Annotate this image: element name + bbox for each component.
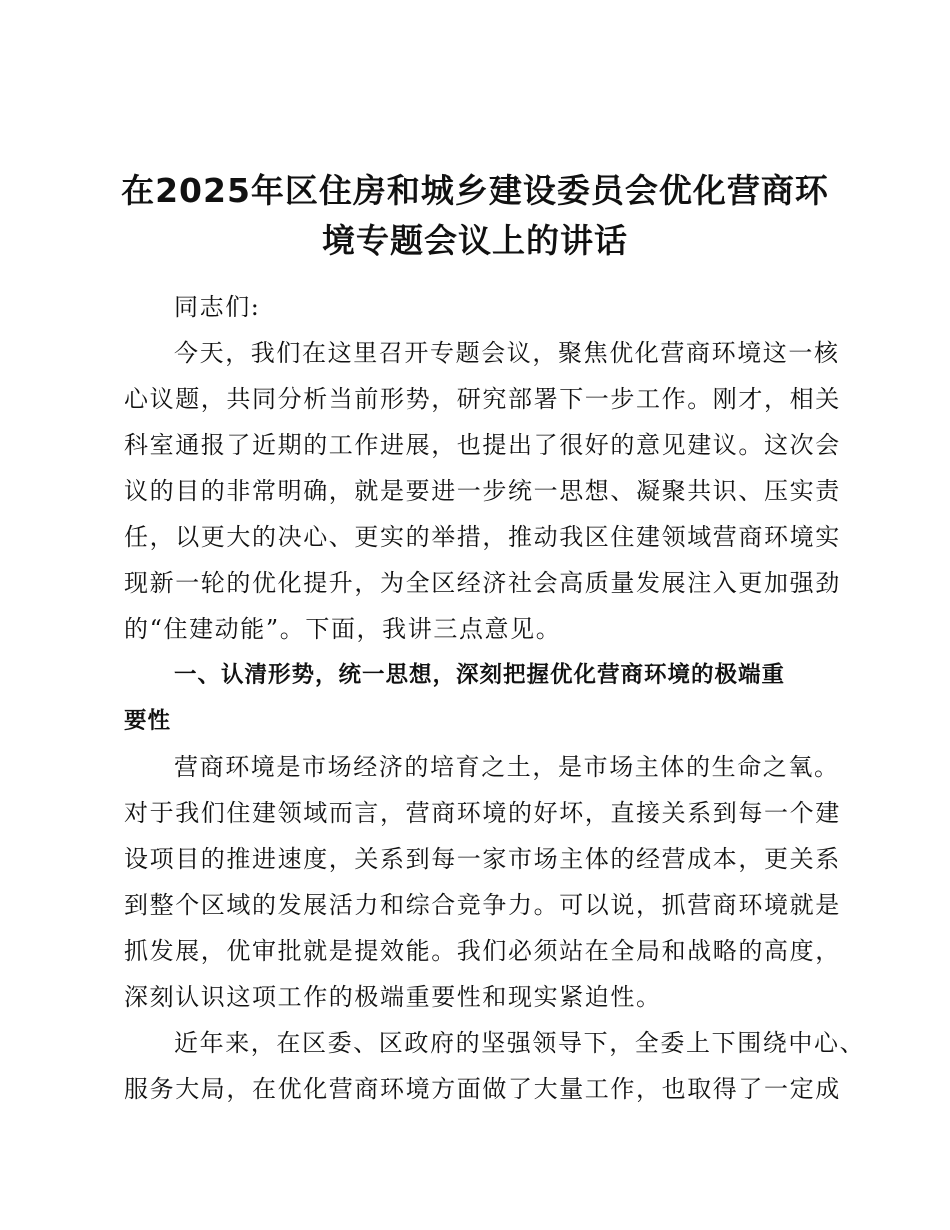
paragraph-line: 现新一轮的优化提升，为全区经济社会高质量发展注入更加强劲 — [124, 569, 841, 597]
paragraph-line: 营商环境是市场经济的培育之土，是市场主体的生命之氧。 — [174, 753, 840, 781]
paragraph-line: 服务大局，在优化营商环境方面做了大量工作，也取得了一定成 — [124, 1075, 841, 1103]
document-body — [124, 284, 866, 1112]
title-line: 在2025年区住房和城乡建设委员会优化营商环 — [121, 171, 829, 210]
section-heading-1 — [124, 652, 824, 744]
salutation: 同志们: — [174, 293, 261, 321]
document-title — [120, 166, 830, 266]
paragraph-line: 科室通报了近期的工作进展，也提出了很好的意见建议。这次会 — [124, 431, 841, 459]
paragraph-line: 近年来，在区委、区政府的坚强领导下，全委上下围绕中心、 — [174, 1029, 866, 1057]
paragraph-line: 议的目的非常明确，就是要进一步统一思想、凝聚共识、压实责 — [124, 477, 841, 505]
paragraph-opening — [124, 330, 841, 652]
section-heading-line: 一、认清形势，统一思想，深刻把握优化营商环境的极端重 — [174, 662, 786, 688]
paragraph-line: 心议题，共同分析当前形势，研究部署下一步工作。刚才，相关 — [124, 385, 841, 413]
paragraph-recent-years — [124, 1020, 866, 1112]
paragraph-line: 深刻认识这项工作的极端重要性和现实紧迫性。 — [124, 983, 662, 1011]
paragraph-line: 到整个区域的发展活力和综合竞争力。可以说，抓营商环境就是 — [124, 891, 841, 919]
paragraph-line: 的“住建动能”。下面，我讲三点意见。 — [124, 615, 562, 643]
paragraph-line: 今天，我们在这里召开专题会议，聚焦优化营商环境这一核 — [174, 339, 840, 367]
paragraph-line: 对于我们住建领域而言，营商环境的好坏，直接关系到每一个建 — [124, 799, 841, 827]
paragraph-importance — [124, 744, 841, 1020]
paragraph-line: 抓发展，优审批就是提效能。我们必须站在全局和战略的高度， — [124, 937, 841, 965]
section-heading-line: 要性 — [124, 708, 172, 734]
title-line: 境专题会议上的讲话 — [322, 221, 628, 260]
paragraph-line: 任，以更大的决心、更实的举措，推动我区住建领域营商环境实 — [124, 523, 841, 551]
paragraph-line: 设项目的推进速度，关系到每一家市场主体的经营成本，更关系 — [124, 845, 841, 873]
